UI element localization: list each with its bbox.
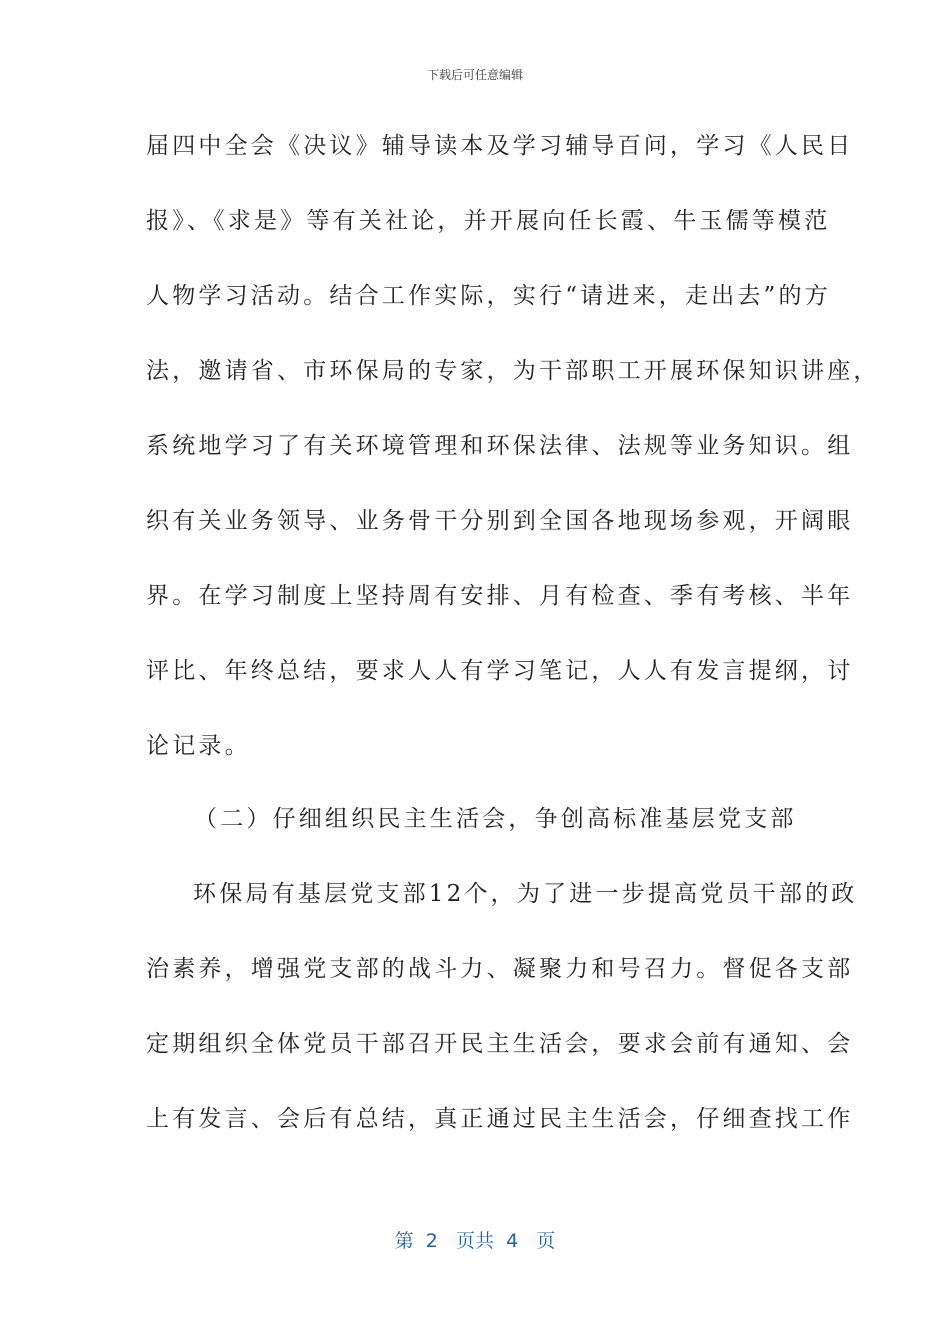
paragraph-line: 法，邀请省、市环保局的专家，为干部职工开展环保知识讲座， bbox=[146, 358, 880, 384]
paragraph-line: 报》、《求是》等有关社论，并开展向任长霞、牛玉儒等模范 bbox=[146, 208, 831, 234]
paragraph-line: 上有发言、会后有总结，真正通过民主生活会，仔细查找工作 bbox=[146, 1106, 854, 1132]
paragraph-line: 环保局有基层党支部12个，为了进一步提高党员干部的政 bbox=[193, 881, 858, 907]
paragraph-line: 论记录。 bbox=[146, 733, 251, 759]
paragraph-line: 定期组织全体党员干部召开民主生活会，要求会前有通知、会 bbox=[146, 1031, 854, 1057]
paragraph-line: 界。在学习制度上坚持周有安排、月有检查、季有考核、半年 bbox=[146, 583, 854, 609]
paragraph-line: 届四中全会《决议》辅导读本及学习辅导百问，学习《人民日 bbox=[146, 133, 854, 159]
paragraph-line: 织有关业务领导、业务骨干分别到全国各地现场参观，开阔眼 bbox=[146, 508, 854, 534]
paragraph-line: 治素养，增强党支部的战斗力、凝聚力和号召力。督促各支部 bbox=[146, 956, 854, 982]
paragraph-line: 评比、年终总结，要求人人有学习笔记，人人有发言提纲，讨 bbox=[146, 658, 854, 684]
paragraph-line: 人物学习活动。结合工作实际，实行“请进来，走出去”的方 bbox=[146, 283, 831, 309]
paragraph-line: 系统地学习了有关环境管理和环保法律、法规等业务知识。组 bbox=[146, 433, 854, 459]
section-heading: （二）仔细组织民主生活会，争创高标准基层党支部 bbox=[194, 806, 797, 832]
document-header-note: 下载后可任意编辑 bbox=[426, 68, 523, 82]
page-number-footer: 第 2 页共 4 页 bbox=[394, 1230, 556, 1252]
